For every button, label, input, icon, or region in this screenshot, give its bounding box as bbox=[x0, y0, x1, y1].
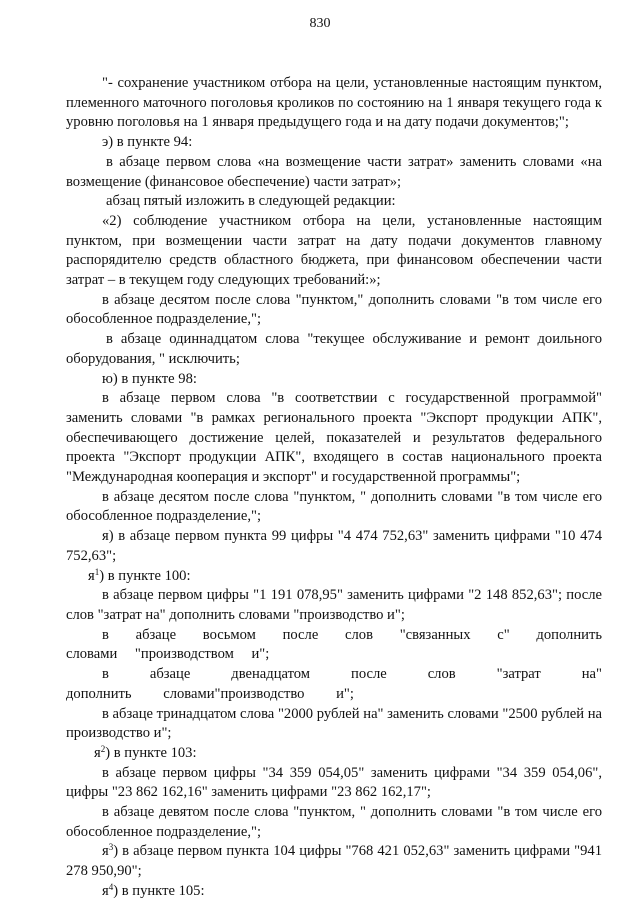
paragraph-text: в абзаце первом слова "в соответствии с государственной программой" заменить словами "в рамках регионального проекта "Экспорт продукции АПК", обеспечивающего достижение целей, показателей и результатов федерального проекта "Экспорт продукции АПК", входящего в состав национального проекта "Международная кооперация и экспорт" и государственной программы"; bbox=[66, 390, 602, 486]
paragraph-quoted-requirement: «2) соблюдение участником отбора на цели, установленные настоящим пунктом, при возмещении части затрат на дату подачи документов главному распорядителю средств областного бюджета, при финансовом обеспечении части затрат – в текущем году следующих требований:»; bbox=[66, 212, 602, 289]
paragraph-text: в абзаце двенадцатом после слов "затрат на" дополнить словами"производство и"; bbox=[66, 666, 602, 702]
item-text: ) в пункте 103: bbox=[105, 744, 197, 761]
paragraph-item-ya3 bbox=[66, 842, 602, 881]
item-prefix: я bbox=[94, 744, 101, 761]
paragraph-text: в абзаце первом цифры "1 191 078,95" заменить цифрами "2 148 852,63"; после слов "затрат на" дополнить словами "производство и"; bbox=[66, 587, 602, 623]
paragraph-item-e: э) в пункте 94: bbox=[102, 134, 193, 151]
paragraph-text: в абзаце девятом после слова "пунктом, " дополнить словами "в том числе его обособленное подразделение,"; bbox=[66, 804, 602, 840]
item-text: ) в абзаце первом пункта 104 цифры "768 421 052,63" заменить цифрами "941 278 950,90"; bbox=[66, 843, 602, 880]
item-prefix: я bbox=[102, 843, 109, 860]
paragraph-text: в абзаце десятом после слова "пунктом," дополнить словами "в том числе его обособленное подразделение,"; bbox=[66, 291, 602, 328]
item-superscript: 4 bbox=[108, 881, 114, 892]
paragraph-text: в абзаце первом слова «на возмещение части затрат» заменить словами «на возмещение (финансовое обеспечение) части затрат»; bbox=[66, 153, 602, 190]
paragraph-item-ya2 bbox=[66, 744, 602, 764]
page-number: 830 bbox=[309, 16, 331, 31]
item-superscript: 1 bbox=[94, 566, 100, 577]
item-prefix: я bbox=[102, 882, 109, 899]
paragraph-text: в абзаце одиннадцатом слова "текущее обслуживание и ремонт доильного оборудования, " исключить; bbox=[66, 331, 602, 367]
paragraph-quoted-requirement: "- сохранение участником отбора на цели, установленные настоящим пунктом, племенного маточного поголовья кроликов по состоянию на 1 января текущего года к уровню поголовья на 1 января предыдущего года и на дату подачи документов;"; bbox=[66, 75, 602, 131]
paragraph-item-ya: я) в абзаце первом пункта 99 цифры "4 474 752,63" заменить цифрами "10 474 752,63"; bbox=[66, 528, 602, 564]
paragraph-text: в абзаце десятом после слова "пунктом, " дополнить словами "в том числе его обособленное подразделение,"; bbox=[66, 488, 602, 525]
paragraph-text: в абзаце восьмом после слов "связанных с" дополнить словами "производством и"; bbox=[66, 626, 602, 663]
paragraph-text: абзац пятый изложить в следующей редакции: bbox=[106, 193, 396, 210]
item-superscript: 2 bbox=[100, 743, 106, 754]
item-prefix: я bbox=[88, 567, 95, 584]
paragraph-text: в абзаце первом цифры "34 359 054,05" заменить цифрами "34 359 054,06", цифры "23 862 162,16" заменить цифрами "23 862 162,17"; bbox=[66, 764, 602, 801]
item-text: ) в пункте 105: bbox=[113, 882, 205, 899]
paragraph-item-yu: ю) в пункте 98: bbox=[102, 370, 197, 387]
paragraph-text: в абзаце тринадцатом слова "2000 рублей на" заменить словами "2500 рублей на производство и"; bbox=[66, 705, 602, 742]
item-superscript: 3 bbox=[108, 842, 114, 853]
paragraph-item-ya4 bbox=[66, 882, 602, 902]
document-body bbox=[66, 74, 602, 902]
paragraph-item-ya1 bbox=[66, 567, 602, 587]
item-text: ) в пункте 100: bbox=[99, 567, 191, 584]
